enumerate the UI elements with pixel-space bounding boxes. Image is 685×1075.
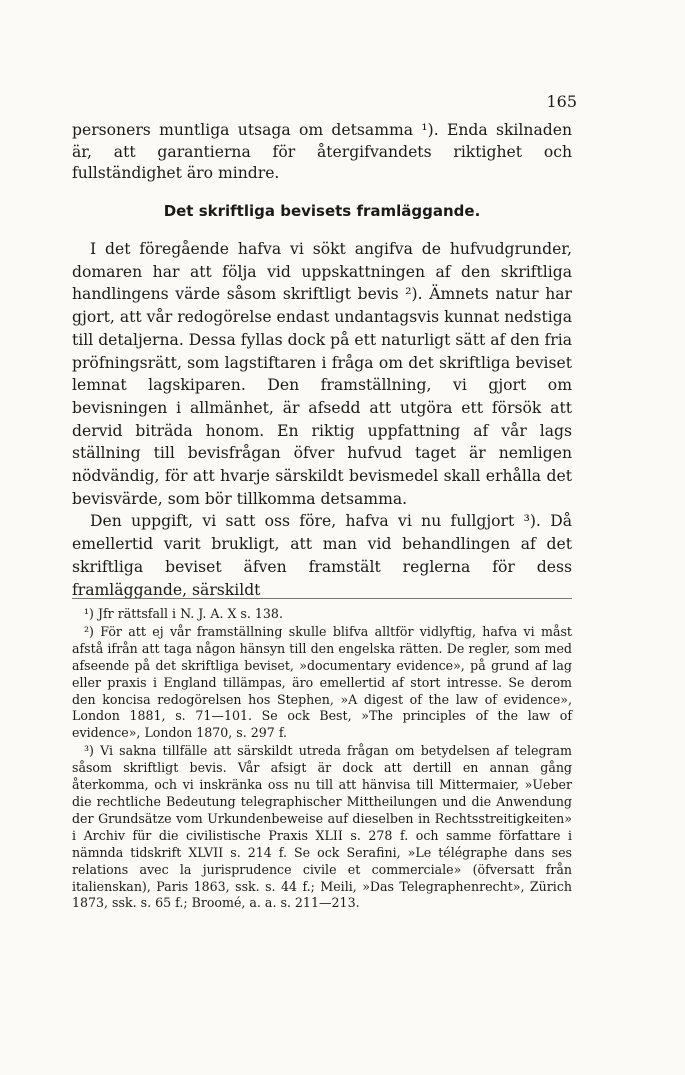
lead-paragraph-block (72, 120, 572, 185)
body-text (72, 238, 572, 601)
page-number: 165 (546, 92, 577, 111)
footnote-3: ³) Vi sakna tillfälle att särskildt utreda frågan om betydelsen af telegram såsom skriftligt bevis. Vår afsigt är dock att dertill en annan gång återkomma, och vi inskränka oss nu till att hänvisa till Mittermaier, »Ueber die rechtliche Bedeutung telegraphischer Mittheilungen und die Anwendung der Grundsätze vom Urkundenbeweise auf dieselben in Rechtsstreitigkeiten» i Archiv für die civilistische Praxis XLII s. 278 f. och samme författare i nämnda tidskrift XLVII s. 214 f. Se ock Serafini, »Le télégraphe dans ses relations avec la jurisprudence civile et commerciale» (öfversatt från italienskan), Paris 1863, ssk. s. 44 f.; Meili, »Das Telegraphenrecht», Zürich 1873, ssk. s. 65 f.; Broomé, a. a. s. 211—213. (72, 743, 572, 911)
footnotes (72, 606, 572, 913)
paragraph-1: I det föregående hafva vi sökt angifva de hufvudgrunder, domaren har att följa vid uppskattningen af den skriftliga handlingens värde såsom skriftligt bevis ²). Ämnets natur har gjort, att vår redogörelse endast undantagsvis kunnat nedstiga till detaljerna. Dessa fyllas dock på ett naturligt sätt af den fria pröfningsrätt, som lagstiftaren i fråga om det skriftliga beviset lemnat lagskiparen. Den framställning, vi gjort om bevisningen i allmänhet, är afsedd att utgöra ett försök att dervid biträda honom. En riktig uppfattning af vår lags ställning till bevisfrågan öfver hufvud taget är nemligen nödvändig, för att hvarje särskildt bevismedel skall erhålla det bevisvärde, som bör tillkomma detsamma. (72, 240, 572, 508)
footnote-divider (72, 598, 572, 599)
footnote-2: ²) För att ej vår framställning skulle blifva alltför vidlyftig, hafva vi måst afstå ifrån att taga någon hänsyn till den engelska rätten. De regler, som med afseende på det skriftliga beviset, »documentary evidence», på grund af lag eller praxis i England tillämpas, äro emellertid af stort intresse. Se derom den koncisa redogörelsen hos Stephen, »A digest of the law of evidence», London 1881, s. 71—101. Se ock Best, »The principles of the law of evidence», London 1870, s. 297 f. (72, 623, 572, 741)
lead-paragraph: personers muntliga utsaga om detsamma ¹). Enda skilnaden är, att garantierna för återgifvandets riktighet och fullständighet äro mindre. (72, 121, 572, 182)
paragraph-2: Den uppgift, vi satt oss före, hafva vi nu fullgjort ³). Då emellertid varit brukligt, att man vid behandlingen af det skriftliga beviset äfven framstält reglerna för dess framläggande, särskildt (72, 512, 572, 599)
footnote-1: ¹) Jfr rättsfall i N. J. A. X s. 138. (84, 606, 283, 621)
section-title: Det skriftliga bevisets framläggande. (163, 202, 481, 220)
